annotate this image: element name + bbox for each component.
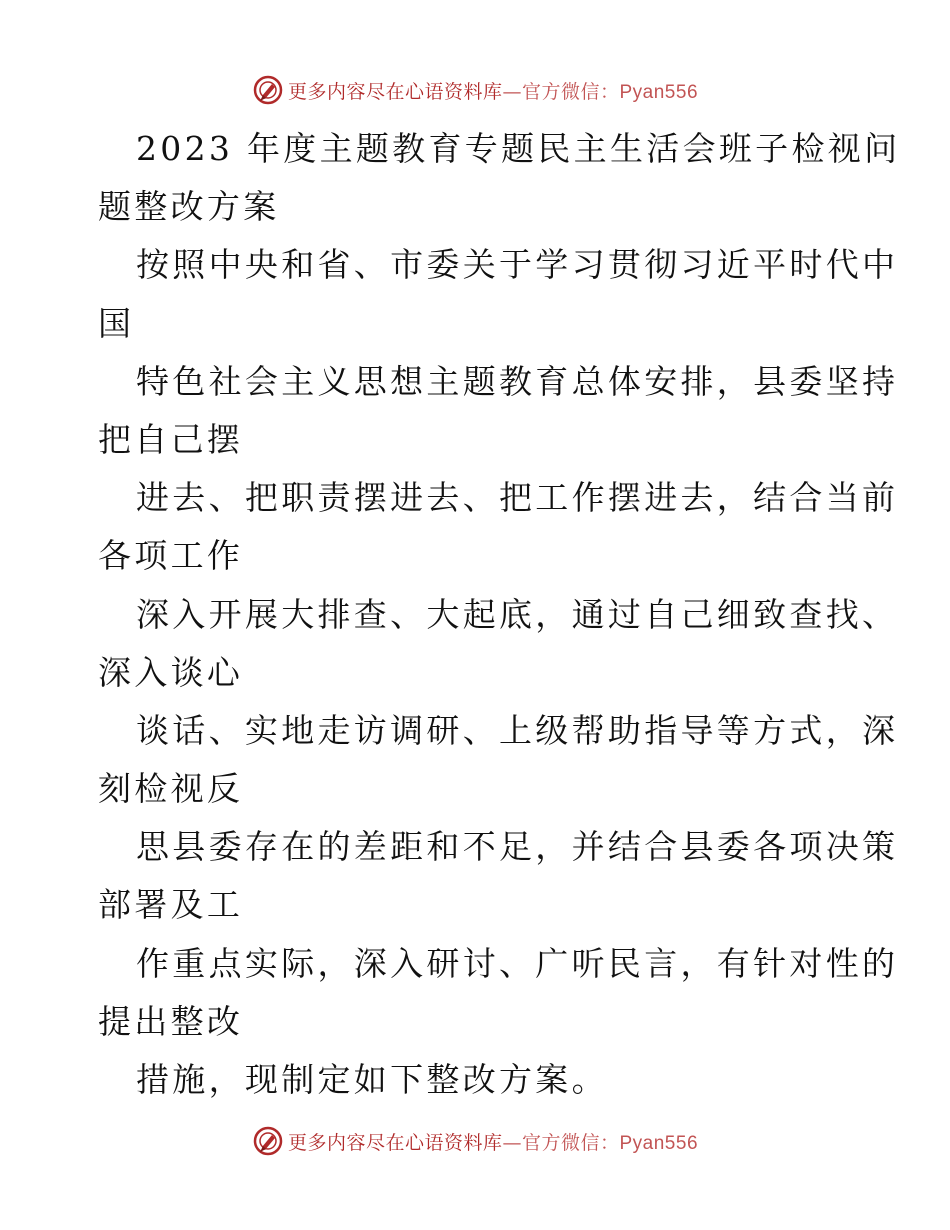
- paragraph-line: 作重点实际，深入研讨、广听民言，有针对性的: [136, 943, 899, 983]
- footer-wechat-label: 官方微信：: [521, 1131, 620, 1154]
- paragraph-line: 深入开展大排查、大起底，通过自己细致查找、: [136, 594, 899, 634]
- footer-wechat-id: Pyan556: [619, 1132, 699, 1154]
- paragraph-line: 思县委存在的差距和不足，并结合县委各项决策: [136, 827, 899, 867]
- pen-seal-icon: [252, 1125, 284, 1157]
- footer-brand-text: 更多内容尽在心语资料库: [287, 1131, 503, 1154]
- paragraph-line: 深入谈心: [98, 652, 244, 692]
- document-body: [98, 120, 901, 1109]
- header-brand-text: 更多内容尽在心语资料库: [287, 80, 503, 103]
- footer-banner: [0, 1121, 950, 1161]
- paragraph-line: 各项工作: [98, 536, 244, 576]
- paragraph-line: 措施，现制定如下整改方案。: [136, 1060, 608, 1099]
- paragraph-line: 谈话、实地走访调研、上级帮助指导等方式，深: [136, 710, 899, 750]
- header-banner-text: [288, 77, 698, 104]
- paragraph-line: 按照中央和省、市委关于学习贯彻习近平时代中: [136, 245, 899, 285]
- paragraph-line: 国: [98, 303, 135, 343]
- title-line-1: 2023 年度主题教育专题民主生活会班子检视问: [136, 129, 901, 168]
- paragraph-line: 把自己摆: [98, 419, 244, 459]
- paragraph-line: 提出整改: [98, 1001, 244, 1041]
- footer-banner-text: [288, 1128, 698, 1155]
- header-banner: [0, 70, 950, 110]
- header-separator: —: [502, 80, 522, 103]
- header-wechat-label: 官方微信：: [521, 80, 620, 103]
- paragraph-line: 部署及工: [98, 885, 244, 925]
- pen-seal-icon: [252, 74, 284, 106]
- footer-separator: —: [502, 1131, 522, 1154]
- paragraph-line: 进去、把职责摆进去、把工作摆进去，结合当前: [136, 478, 899, 518]
- title-line-2: 题整改方案: [98, 187, 280, 227]
- paragraph-line: 特色社会主义思想主题教育总体安排，县委坚持: [136, 361, 899, 401]
- paragraph-line: 刻检视反: [98, 769, 244, 809]
- header-wechat-id: Pyan556: [619, 81, 699, 103]
